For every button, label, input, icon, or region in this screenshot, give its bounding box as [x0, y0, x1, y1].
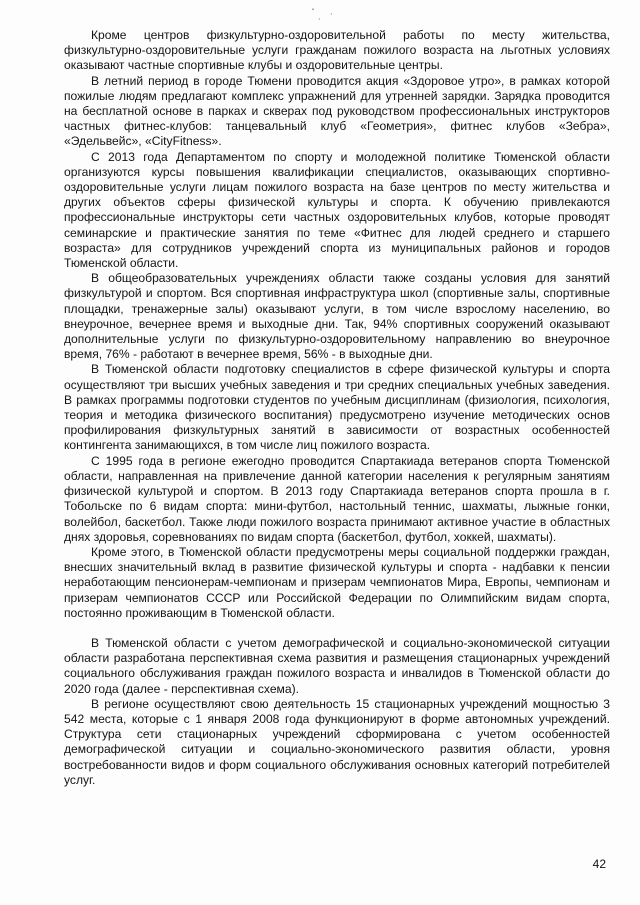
scan-artifact-mark: ˇ: [311, 8, 315, 17]
scan-artifact-mark: ·: [318, 15, 321, 24]
page-number: 42: [592, 857, 606, 871]
paragraph: В летний период в городе Тюмени проводится акция «Здоровое утро», в рамках которой пожилые людям предлагают комплекс упражнений для утренней зарядки. Зарядка проводится на бесплатной основе в парках и скверах под руководством профессиональных инструкторов частных фитнес-клубов: танцевальный клуб «Геометрия», фитнес клубов «Зебра», «Эдельвейс», «CityFitness».: [64, 73, 610, 149]
paragraph: Кроме этого, в Тюменской области предусмотрены меры социальной поддержки граждан, внесших значительный вклад в развитие физической культуры и спорта - надбавки к пенсии неработающим пенсионерам-чемпионам и призерам чемпионатов Мира, Европы, чемпионам и призерам чемпионатов СССР или Российской Федерации по Олимпийским видам спорта, постоянно проживающим в Тюменской области.: [64, 544, 610, 620]
paragraph: В Тюменской области подготовку специалистов в сфере физической культуры и спорта осуществляют три высших учебных заведения и три средних специальных учебных заведения. В рамках программы подготовки студентов по учебным дисциплинам (физиология, психология, теория и методика физического воспитания) предусмотрено изучение методических основ профилирования физкультурных занятий в зависимости от возрастных особенностей контингента занимающихся, в том числе лиц пожилого возраста.: [64, 362, 610, 453]
paragraph: В общеобразовательных учреждениях области также созданы условия для занятий физкультурой и спортом. Вся спортивная инфраструктура школ (спортивные залы, спортивные площадки, тренажерные залы) оказывают услуги, в том числе взрослому населению, во внеурочное, вечернее время и выходные дни. Так, 94% спортивных сооружений оказывают дополнительные услуги по физкультурно-оздоровительному направлению во внеурочное время, 76% - работают в вечернее время, 56% - в выходные дни.: [64, 271, 610, 362]
paragraph: С 2013 года Департаментом по спорту и молодежной политике Тюменской области организуются курсы повышения квалификации специалистов, оказывающих спортивно-оздоровительные услуги лицам пожилого возраста на базе центров по месту жительства и других объектов сферы физической культуры и спорта. К обучению привлекаются профессиональные инструкторы сети частных оздоровительных клубов, которые проводят семинарские и практические занятия по теме «Фитнес для людей среднего и старшего возраста» для сотрудников учреждений спорта из муниципальных районов и городов Тюменской области.: [64, 149, 610, 271]
scan-artifact-mark: ·: [330, 10, 333, 19]
paragraph-gap: [64, 621, 610, 636]
document-body-text: [64, 28, 610, 788]
paragraph: Кроме центров физкультурно-оздоровительной работы по месту жительства, физкультурно-оздоровительные услуги гражданам пожилого возраста на льготных условиях оказывают частные спортивные клубы и оздоровительные центры.: [64, 28, 610, 73]
paragraph: В Тюменской области с учетом демографической и социально-экономической ситуации области разработана перспективная схема развития и размещения стационарных учреждений социального обслуживания граждан пожилого возраста и инвалидов в Тюменской области до 2020 года (далее - перспективная схема).: [64, 635, 610, 696]
paragraph: С 1995 года в регионе ежегодно проводится Спартакиада ветеранов спорта Тюменской области, направленная на привлечение данной категории населения к регулярным занятиям физической культурой и спортом. В 2013 году Спартакиада ветеранов спорта прошла в г. Тобольске по 6 видам спорта: мини-футбол, настольный теннис, шахматы, лыжные гонки, волейбол, баскетбол. Также люди пожилого возраста принимают активное участие в областных днях здоровья, соревнованиях по видам спорта (баскетбол, футбол, хоккей, шахматы).: [64, 453, 610, 544]
paragraph: В регионе осуществляют свою деятельность 15 стационарных учреждений мощностью 3 542 места, которые с 1 января 2008 года функционируют в форме автономных учреждений. Структура сети стационарных учреждений сформирована с учетом особенностей демографической ситуации и социально-экономического развития области, уровня востребованности видов и форм социального обслуживания основных категорий потребителей услуг.: [64, 696, 610, 787]
